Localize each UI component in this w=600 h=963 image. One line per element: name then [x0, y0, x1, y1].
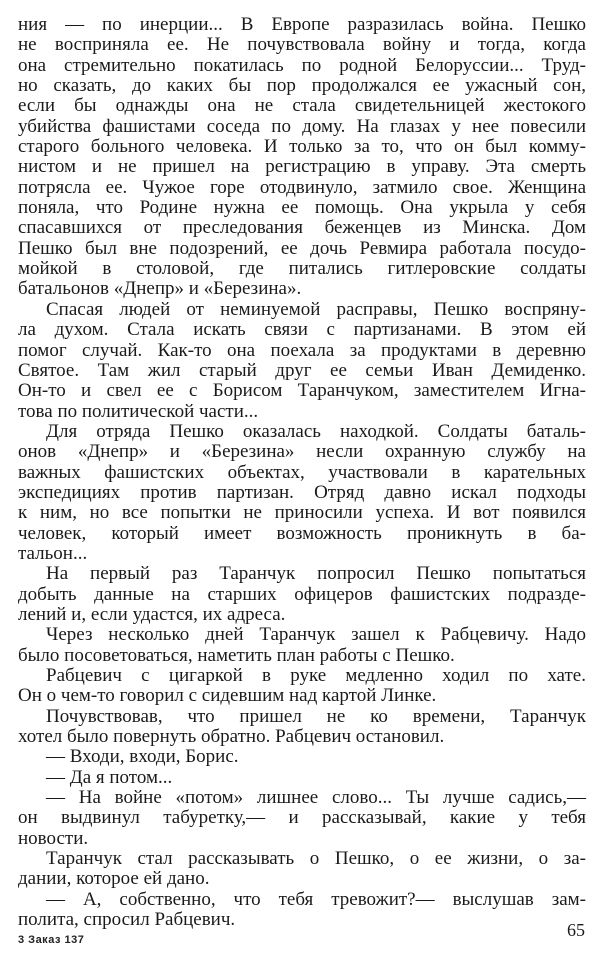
text-line: но сказать, до каких бы пор продолжался ее ужасный сон,	[18, 75, 586, 97]
book-page-text	[18, 15, 586, 930]
text-line: дании, которое ей дано.	[18, 868, 210, 890]
text-line: помог случай. Как-то она поехала за продуктами в деревню	[18, 339, 586, 361]
text-line: ния — по инерции... В Европе разразилась война. Пешко	[18, 14, 586, 35]
text-line: Пешко был вне подозрений, ее дочь Ревмира работала посудо-	[18, 237, 586, 259]
text-line: он выдвинул табуретку,— и рассказывай, какие у тебя	[18, 807, 586, 829]
text-line: — А, собственно, что тебя тревожит?— выслушав зам-	[46, 888, 586, 910]
text-line: лений и, если удастся, их адреса.	[18, 603, 286, 625]
text-line: нистом и не пришел на регистрацию в управу. Эта смерть	[18, 156, 586, 178]
text-line: человек, который имеет возможность проникнуть в ба-	[18, 522, 586, 544]
text-line: Почувствовав, что пришел не ко времени, Таранчук	[46, 705, 586, 727]
text-line: убийства фашистами соседа по дому. На глазах у нее повесили	[18, 115, 586, 137]
page-number: 65	[567, 920, 585, 940]
text-line: — Входи, входи, Борис.	[46, 746, 239, 768]
text-line: Спасая людей от неминуемой расправы, Пешко воспряну-	[46, 298, 586, 320]
text-line: Он-то и свел ее с Борисом Таранчуком, заместителем Игна-	[18, 380, 586, 402]
print-signature: 3 Заказ 137	[18, 934, 85, 946]
text-line: не восприняла ее. Не почувствовала войну и тогда, когда	[18, 34, 586, 56]
text-line: важных фашистских объектах, участвовали в карательных	[18, 461, 586, 483]
text-line: поняла, что Родине нужна ее помощь. Она укрыла у себя	[18, 197, 586, 219]
text-line: если бы однажды она не стала свидетельницей жестокого	[18, 95, 586, 117]
text-line: Рабцевич с цигаркой в руке медленно ходил по хате.	[46, 665, 586, 686]
text-line: Таранчук стал рассказывать о Пешко, о ее жизни, о за-	[46, 848, 586, 870]
text-line: — На войне «потом» лишнее слово... Ты лучше садись,—	[46, 787, 586, 809]
text-line: хотел было повернуть обратно. Рабцевич остановил.	[18, 726, 445, 748]
text-line: това по политической части...	[18, 400, 259, 422]
text-line: к ним, но все попытки не приносили успеха. И вот появился	[18, 502, 586, 524]
text-line: Через несколько дней Таранчук зашел к Рабцевичу. Надо	[46, 624, 586, 646]
text-line: батальонов «Днепр» и «Березина».	[18, 278, 302, 300]
text-line: онов «Днепр» и «Березина» несли охранную службу на	[18, 441, 586, 463]
text-line: добыть данные на старших офицеров фашистских подразде-	[18, 583, 586, 605]
text-line: тальон...	[18, 542, 88, 564]
text-line: Святое. Там жил старый друг ее семьи Иван Демиденко.	[18, 359, 586, 381]
text-line: экспедициях против партизан. Отряд давно искал подходы	[18, 481, 586, 503]
text-line: потрясла ее. Чужое горе отодвинуло, затмило свое. Женщина	[18, 176, 586, 198]
text-line: — Да я потом...	[46, 766, 173, 788]
text-line: спасавшихся от преследования беженцев из Минска. Дом	[18, 217, 586, 239]
text-line: полита, спросил Рабцевич.	[18, 909, 236, 931]
text-line: Он о чем-то говорил с сидевшим над картой Линке.	[18, 685, 437, 707]
text-line: старого больного человека. И только за то, что он был комму-	[18, 136, 586, 158]
text-line: Для отряда Пешко оказалась находкой. Солдаты баталь-	[46, 420, 586, 442]
text-line: было посоветоваться, наметить план работы с Пешко.	[18, 644, 455, 666]
text-line: она стремительно покатилась по родной Белоруссии... Труд-	[18, 54, 586, 76]
text-line: новости.	[18, 827, 89, 849]
text-line: мойкой в столовой, где питались гитлеровские солдаты	[18, 258, 586, 280]
text-line: На первый раз Таранчук попросил Пешко попытаться	[46, 563, 586, 585]
text-line: ла духом. Стала искать связи с партизанами. В этом ей	[18, 319, 586, 341]
